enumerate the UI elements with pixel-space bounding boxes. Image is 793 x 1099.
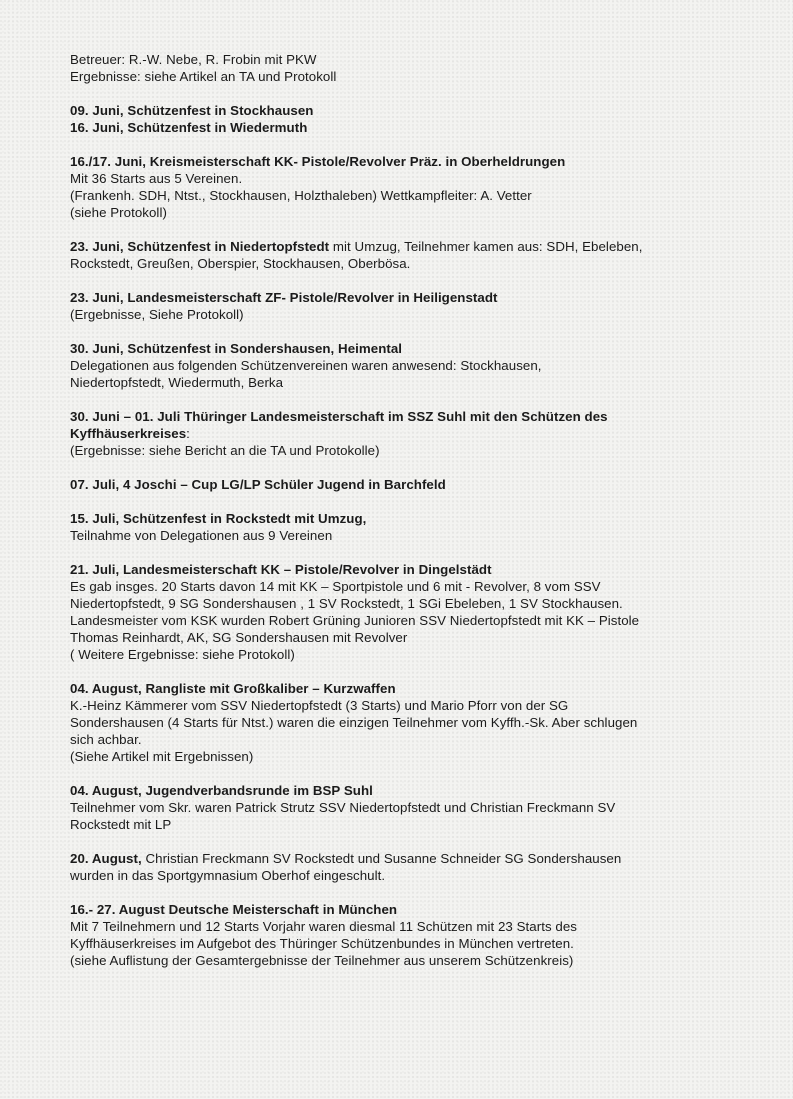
text-line: Delegationen aus folgenden Schützenvereinen waren anwesend: Stockhausen,: [70, 358, 542, 373]
mixed-line: [70, 425, 760, 442]
heading-fragment: 20. August,: [70, 851, 142, 866]
paragraph-landesmeisterschaft-suhl: [70, 408, 760, 459]
text-line: (siehe Protokoll): [70, 205, 167, 220]
paragraph-rockstedt: [70, 510, 760, 544]
document-page: [70, 51, 760, 986]
mixed-line: [70, 850, 760, 867]
paragraph-deutsche-meisterschaft: [70, 901, 760, 969]
paragraph-sportgymnasium: [70, 850, 760, 884]
paragraph-kreismeisterschaft: [70, 153, 760, 221]
text-line: (siehe Auflistung der Gesamtergebnisse der Teilnehmer aus unserem Schützenkreis): [70, 953, 574, 968]
paragraph-sondershausen: [70, 340, 760, 391]
text-line: Rockstedt mit LP: [70, 817, 172, 832]
paragraph-schuetzenfeste-juni: [70, 102, 760, 136]
text-line: Niedertopfstedt, Wiedermuth, Berka: [70, 375, 284, 390]
heading-line: 21. Juli, Landesmeisterschaft KK – Pistole/Revolver in Dingelstädt: [70, 562, 492, 577]
paragraph-niedertopfstedt: [70, 238, 760, 272]
heading-line: 15. Juli, Schützenfest in Rockstedt mit Umzug,: [70, 511, 367, 526]
heading-line: 09. Juni, Schützenfest in Stockhausen: [70, 103, 314, 118]
text-line: wurden in das Sportgymnasium Oberhof eingeschult.: [70, 868, 386, 883]
text-line: Mit 36 Starts aus 5 Vereinen.: [70, 171, 243, 186]
heading-line: 23. Juni, Landesmeisterschaft ZF- Pistole/Revolver in Heiligenstadt: [70, 290, 498, 305]
paragraph-zf-pistole: [70, 289, 760, 323]
text-line: Ergebnisse: siehe Artikel an TA und Protokoll: [70, 69, 337, 84]
heading-line: 04. August, Rangliste mit Großkaliber – Kurzwaffen: [70, 681, 396, 696]
paragraph-betreuer: [70, 51, 760, 85]
text-line: (Ergebnisse: siehe Bericht an die TA und Protokolle): [70, 443, 380, 458]
heading-fragment: Kyffhäuserkreises: [70, 426, 187, 441]
text-line: Teilnehmer vom Skr. waren Patrick Strutz SSV Niedertopfstedt und Christian Freckmann SV: [70, 800, 616, 815]
text-line: Thomas Reinhardt, AK, SG Sondershausen mit Revolver: [70, 630, 408, 645]
text-line: Landesmeister vom KSK wurden Robert Grüning Junioren SSV Niedertopfstedt mit KK – Pistole: [70, 613, 640, 628]
paragraph-rangliste: [70, 680, 760, 765]
text-fragment: mit Umzug, Teilnehmer kamen aus: SDH, Ebeleben,: [329, 239, 643, 254]
heading-line: 30. Juni – 01. Juli Thüringer Landesmeisterschaft im SSZ Suhl mit den Schützen des: [70, 409, 608, 424]
heading-line: 04. August, Jugendverbandsrunde im BSP Suhl: [70, 783, 373, 798]
text-line: K.-Heinz Kämmerer vom SSV Niedertopfstedt (3 Starts) und Mario Pforr von der SG: [70, 698, 569, 713]
text-line: Es gab insges. 20 Starts davon 14 mit KK – Sportpistole und 6 mit - Revolver, 8 vom SSV: [70, 579, 601, 594]
text-line: (Frankenh. SDH, Ntst., Stockhausen, Holzthaleben) Wettkampfleiter: A. Vetter: [70, 188, 532, 203]
heading-line: 16. Juni, Schützenfest in Wiedermuth: [70, 120, 308, 135]
text-line: Sondershausen (4 Starts für Ntst.) waren die einzigen Teilnehmer vom Kyffh.-Sk. Aber schlugen: [70, 715, 638, 730]
text-fragment: :: [186, 426, 190, 441]
text-line: Kyffhäuserkreises im Aufgebot des Thüringer Schützenbundes in München vertreten.: [70, 936, 574, 951]
paragraph-dingelstaedt: [70, 561, 760, 663]
text-line: Teilnahme von Delegationen aus 9 Vereinen: [70, 528, 333, 543]
text-line: Betreuer: R.-W. Nebe, R. Frobin mit PKW: [70, 52, 317, 67]
heading-line: 07. Juli, 4 Joschi – Cup LG/LP Schüler Jugend in Barchfeld: [70, 477, 446, 492]
text-line: (Ergebnisse, Siehe Protokoll): [70, 307, 244, 322]
text-line: ( Weitere Ergebnisse: siehe Protokoll): [70, 647, 295, 662]
heading-line: 16.- 27. August Deutsche Meisterschaft in München: [70, 902, 398, 917]
heading-line: 16./17. Juni, Kreismeisterschaft KK- Pistole/Revolver Präz. in Oberheldrungen: [70, 154, 566, 169]
paragraph-jugendverbandsrunde: [70, 782, 760, 833]
text-line: sich achbar.: [70, 732, 142, 747]
text-line: Rockstedt, Greußen, Oberspier, Stockhausen, Oberbösa.: [70, 256, 411, 271]
heading-line: 30. Juni, Schützenfest in Sondershausen, Heimental: [70, 341, 403, 356]
heading-fragment: 23. Juni, Schützenfest in Niedertopfstedt: [70, 239, 330, 254]
mixed-line: [70, 238, 760, 255]
text-line: Niedertopfstedt, 9 SG Sondershausen , 1 SV Rockstedt, 1 SGi Ebeleben, 1 SV Stockhausen.: [70, 596, 623, 611]
text-line: Mit 7 Teilnehmern und 12 Starts Vorjahr waren diesmal 11 Schützen mit 23 Starts des: [70, 919, 577, 934]
text-line: (Siehe Artikel mit Ergebnissen): [70, 749, 254, 764]
paragraph-joschi-cup: [70, 476, 760, 493]
text-fragment: Christian Freckmann SV Rockstedt und Susanne Schneider SG Sondershausen: [141, 851, 622, 866]
